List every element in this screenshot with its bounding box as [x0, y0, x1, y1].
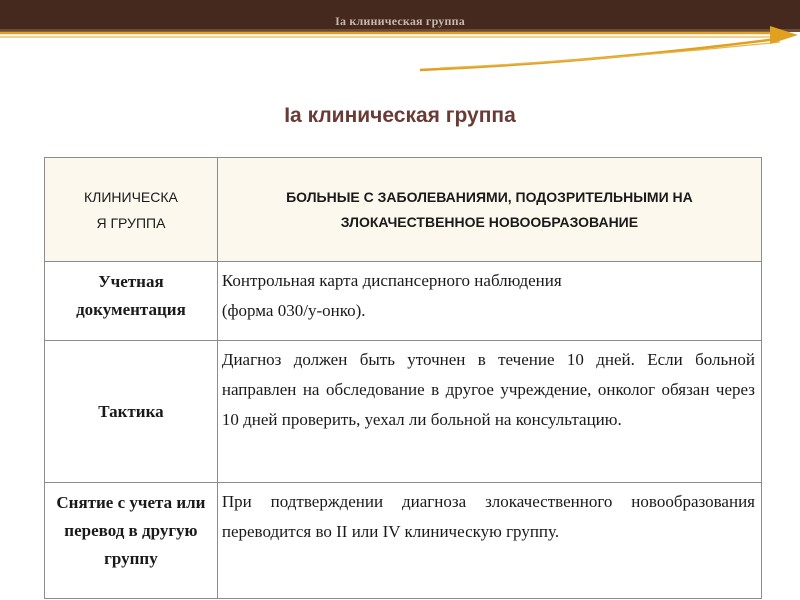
clinical-group-table [44, 157, 762, 599]
header-clinical-group-line2: Я ГРУППА [96, 214, 166, 231]
documentation-line2: (форма 030/у-онко). [221, 301, 366, 320]
row-text-documentation [217, 262, 761, 341]
header-clinical-group-line1: КЛИНИЧЕСКА [84, 188, 178, 205]
header-clinical-group [45, 158, 218, 262]
table-row [45, 483, 762, 599]
row-text-removal: При подтверждении диагноза злокачественного новообразования переводится во II или IV клиническую группу. [217, 483, 761, 599]
table-row [45, 262, 762, 341]
row-label-tactics: Тактика [45, 341, 218, 483]
banner-title: Ia клиническая группа [335, 14, 465, 28]
header-patients-description: БОЛЬНЫЕ С ЗАБОЛЕВАНИЯМИ, ПОДОЗРИТЕЛЬНЫМИ НА ЗЛОКАЧЕСТВЕННОЕ НОВООБРАЗОВАНИЕ [217, 158, 761, 262]
table-header-row [45, 158, 762, 262]
documentation-line1: Контрольная карта диспансерного наблюдения [221, 271, 562, 290]
row-label-removal: Снятие с учета или перевод в другую группу [45, 483, 218, 599]
row-label-documentation: Учетная документация [45, 262, 218, 341]
table-row [45, 341, 762, 483]
row-text-tactics: Диагноз должен быть уточнен в течение 10 дней. Если больной направлен на обследование в другое учреждение, онколог обязан через 10 дней проверить, уехал ли больной на консультацию. [217, 341, 761, 483]
slide-title: Ia клиническая группа [284, 104, 516, 127]
arrow-decoration [0, 24, 800, 74]
